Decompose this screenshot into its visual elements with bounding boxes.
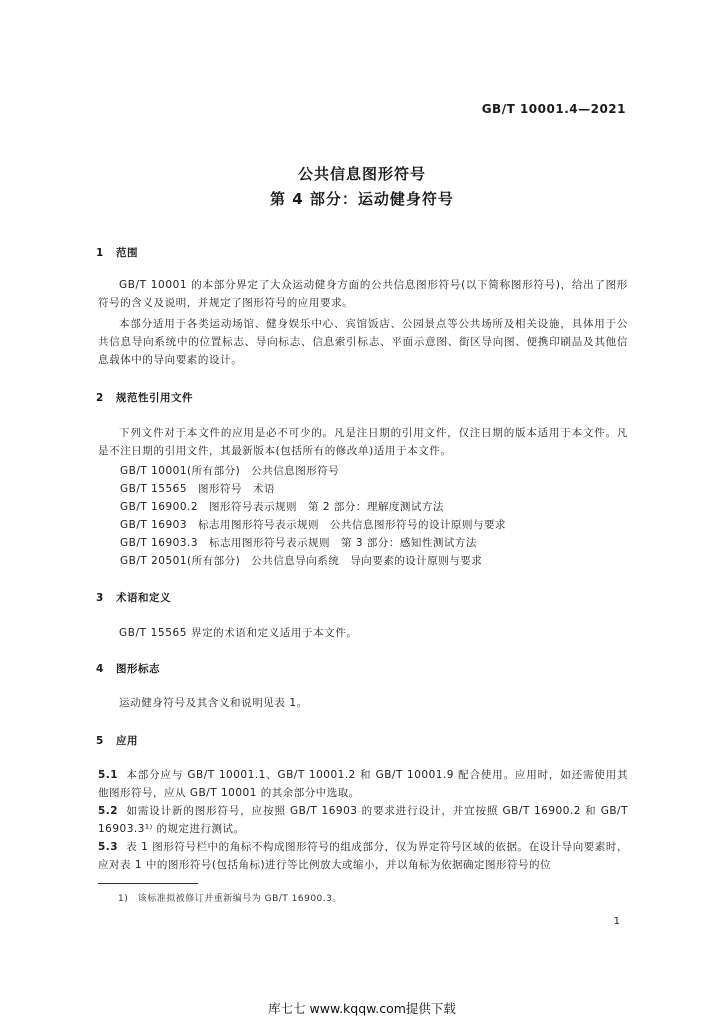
reference-item: GB/T 15565 图形符号 术语 — [120, 483, 276, 495]
clause-number: 5.2 — [98, 805, 119, 817]
section-3-heading — [96, 590, 171, 605]
section-1-paragraph-1: GB/T 10001 的本部分界定了大众运动健身方面的公共信息图形符号(以下简称图形符号)，给出了图形符号的含义及说明，并规定了图形符号的应用要求。 — [98, 279, 628, 309]
section-title: 应用 — [116, 735, 138, 747]
section-2-heading — [96, 390, 193, 405]
reference-item: GB/T 16903.3 标志用图形符号表示规则 第 3 部分：感知性测试方法 — [120, 537, 477, 549]
section-4-heading — [96, 661, 160, 676]
section-number: 1 — [96, 247, 104, 259]
section-number: 3 — [96, 592, 104, 604]
section-title: 图形标志 — [116, 663, 160, 675]
clause-5-3 — [98, 838, 628, 874]
standard-number: GB/T 10001.4—2021 — [481, 102, 626, 116]
section-number: 5 — [96, 735, 104, 747]
section-title: 术语和定义 — [116, 592, 171, 604]
document-subtitle: 第 4 部分：运动健身符号 — [270, 190, 454, 208]
reference-item: GB/T 16900.2 图形符号表示规则 第 2 部分：理解度测试方法 — [120, 501, 444, 513]
section-number: 4 — [96, 663, 104, 675]
clause-5-2 — [98, 802, 628, 838]
footnote-divider — [98, 883, 198, 884]
reference-item: GB/T 10001(所有部分) 公共信息图形符号 — [120, 465, 340, 477]
section-title: 范围 — [116, 247, 138, 259]
document-title: 公共信息图形符号 — [297, 165, 426, 183]
section-4-paragraph-1: 运动健身符号及其含义和说明见表 1。 — [119, 697, 308, 709]
download-watermark: 库七七 www.kqqw.com提供下载 — [268, 1001, 456, 1016]
reference-item: GB/T 16903 标志用图形符号表示规则 公共信息图形符号的设计原则与要求 — [120, 519, 507, 531]
clause-number: 5.3 — [98, 841, 119, 853]
section-number: 2 — [96, 392, 104, 404]
section-1-heading — [96, 245, 138, 260]
section-5-heading — [96, 733, 138, 748]
reference-item: GB/T 20501(所有部分) 公共信息导向系统 导向要素的设计原则与要求 — [120, 555, 483, 567]
clause-text: 如需设计新的图形符号，应按照 GB/T 16903 的要求进行设计，并宜按照 GB/T 16900.2 和 GB/T 16903.3¹⁾ 的规定进行测试。 — [98, 805, 628, 835]
section-title: 规范性引用文件 — [116, 392, 193, 404]
clause-number: 5.1 — [98, 769, 119, 781]
clause-5-1 — [98, 766, 628, 802]
section-3-paragraph-1: GB/T 15565 界定的术语和定义适用于本文件。 — [119, 627, 358, 639]
page-number: 1 — [613, 916, 620, 927]
clause-text: 表 1 图形符号栏中的角标不构成图形符号的组成部分，仅为界定符号区域的依据。在设计导向要素时，应对表 1 中的图形符号(包括角标)进行等比例放大或缩小，并以角标为依据确定图形符号的位 — [98, 841, 628, 871]
clause-text: 本部分应与 GB/T 10001.1、GB/T 10001.2 和 GB/T 10001.9 配合使用。应用时，如还需使用其他图形符号，应从 GB/T 10001 的其余部分中选取。 — [98, 769, 628, 799]
section-2-paragraph-1: 下列文件对于本文件的应用是必不可少的。凡是注日期的引用文件，仅注日期的版本适用于本文件。凡是不注日期的引用文件，其最新版本(包括所有的修改单)适用于本文件。 — [98, 427, 628, 457]
section-1-paragraph-2: 本部分适用于各类运动场馆、健身娱乐中心、宾馆饭店、公园景点等公共场所及相关设施，具体用于公共信息导向系统中的位置标志、导向标志、信息索引标志、平面示意图、街区导向图、便携印刷品及其他信息载体中的导向要素的设计。 — [98, 318, 628, 366]
footnote: 1) 该标准拟被修订并重新编号为 GB/T 16900.3。 — [118, 894, 342, 904]
